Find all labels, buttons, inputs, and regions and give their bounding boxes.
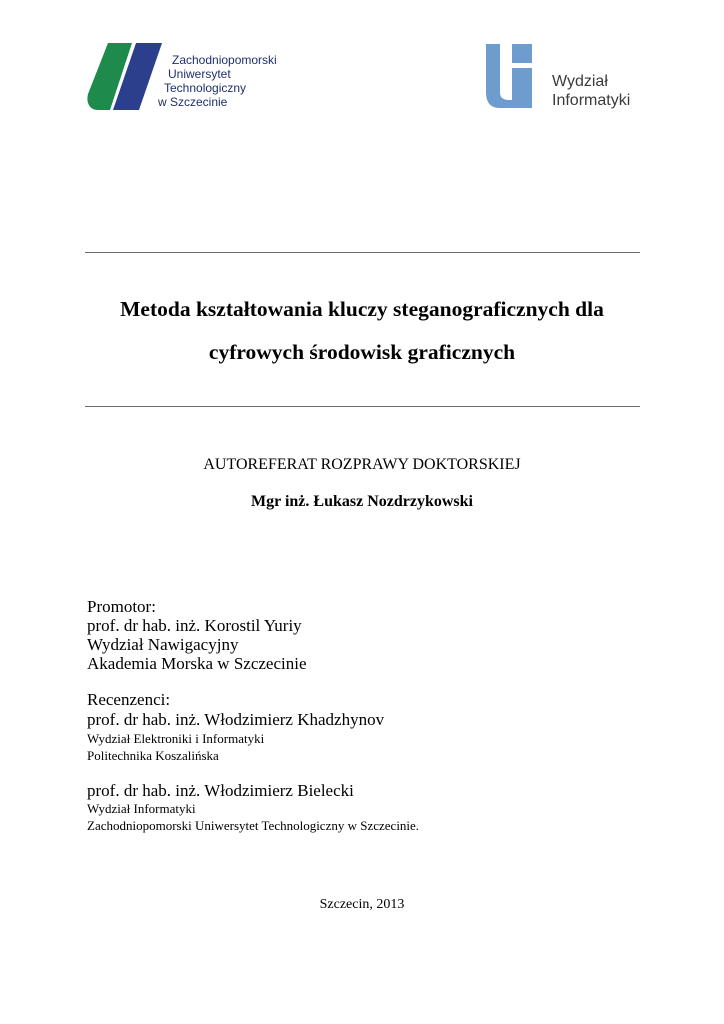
faculty-name-line-2: Informatyki	[552, 92, 631, 109]
document-type: AUTOREFERAT ROZPRAWY DOKTORSKIEJ	[203, 456, 521, 473]
reviewer-1-name: prof. dr hab. inż. Włodzimierz Khadzhynov	[87, 710, 385, 729]
promotor-heading: Promotor:	[87, 597, 156, 616]
author-name: Mgr inż. Łukasz Nozdrzykowski	[251, 493, 473, 510]
reviewers-heading: Recenzenci:	[87, 690, 171, 709]
reviewer-2-name: prof. dr hab. inż. Włodzimierz Bielecki	[87, 781, 354, 800]
reviewer-2-institution: Zachodniopomorski Uniwersytet Technologiczny w Szczecinie.	[87, 818, 420, 833]
reviewer-1-institution: Politechnika Koszalińska	[87, 748, 219, 763]
faculty-logo	[486, 42, 646, 112]
faculty-emblem-icon	[486, 42, 546, 112]
reviewer-1-department: Wydział Elektroniki i Informatyki	[87, 731, 265, 746]
faculty-name-line-1: Wydział	[552, 73, 608, 90]
promotor-name: prof. dr hab. inż. Korostil Yuriy	[87, 616, 302, 635]
thesis-title-line-2: cyfrowych środowisk graficznych	[208, 340, 516, 364]
place-and-year: Szczecin, 2013	[319, 897, 405, 912]
reviewer-2-department: Wydział Informatyki	[87, 801, 196, 816]
zut-name-line-3: Technologiczny	[164, 81, 247, 95]
thesis-title	[60, 288, 664, 374]
promotor-institution: Akademia Morska w Szczecinie	[87, 654, 307, 673]
zut-name-line-2: Uniwersytet	[168, 67, 231, 81]
zut-name-line-1: Zachodniopomorski	[172, 53, 277, 67]
thesis-title-line-1: Metoda kształtowania kluczy steganograficznych dla	[120, 297, 604, 321]
bottom-divider	[85, 406, 640, 407]
zut-name-line-4: w Szczecinie	[158, 95, 228, 109]
promotor-department: Wydział Nawigacyjny	[87, 635, 239, 654]
zut-logo	[86, 42, 277, 114]
top-divider	[85, 252, 640, 253]
